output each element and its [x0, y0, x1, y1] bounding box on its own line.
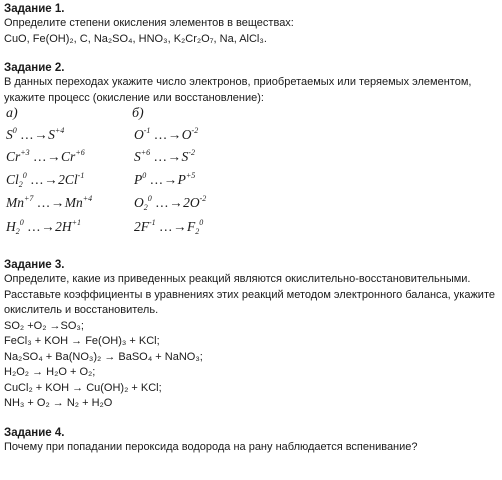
- task4-text: Почему при попадании пероксида водорода на рану наблюдается вспенивание?: [4, 440, 418, 453]
- task3-text-line3: окислитель и восстановитель.: [4, 304, 159, 316]
- document: [4, 2, 498, 455]
- task2-text-line2: укажите процесс (окисление или восстановление):: [4, 91, 264, 104]
- reaction-1: SO₂ +O₂ →SO₃;: [4, 319, 84, 332]
- reaction-3: Na₂SO₄ + Ba(NO₃)₂ → BaSO₄ + NaNO₃;: [4, 350, 203, 363]
- transition-b1: $O^{-1}$ $\dots\to O^{-2}$: [134, 126, 199, 142]
- transition-b3: $P^0$ $\dots\to P^{+5}$: [134, 171, 196, 187]
- task3-text-line2: Расставьте коэффициенты в уравнениях этих реакций методом электронного баланса, укажите: [4, 288, 495, 301]
- reaction-4: H₂O₂ → H₂O + O₂;: [4, 366, 96, 378]
- task2-text-line1: В данных переходах укажите число электронов, приобретаемых или теряемых элементом,: [4, 76, 472, 88]
- task1-substances: CuO, Fe(OH)₂, C, Na₂SO₄, HNO₃, K₂Cr₂O₇, Na, AlCl₃.: [4, 32, 267, 45]
- transition-b5: $2F^{-1}$ $\dots\to F_2^0$: [134, 218, 204, 236]
- transition-a4: $Mn^{+7}$ $\dots\to Mn^{+4}$: [6, 194, 93, 210]
- task3-title: Задание 3.: [4, 259, 65, 271]
- task1-title: Задание 1.: [4, 3, 65, 15]
- task2-title: Задание 2.: [4, 62, 65, 74]
- column-b-label: б): [132, 106, 144, 121]
- column-a-label: а): [6, 106, 18, 121]
- task3-text-line1: Определите, какие из приведенных реакций являются окислительно-восстановительными.: [4, 273, 471, 285]
- task1-text: Определите степени окисления элементов в веществах:: [4, 17, 294, 29]
- transition-b2: $S^{+6}$ $\dots\to S^{-2}$: [134, 148, 195, 164]
- task2-formulas: [4, 106, 498, 244]
- transition-a1: $S^0$ $\dots\to S^{+4}$: [6, 126, 65, 142]
- transition-a2: $Cr^{+3}$ $\dots\to Cr^{+6}$: [6, 148, 85, 164]
- reaction-5: CuCl₂ + KOH → Cu(OH)₂ + KCl;: [4, 381, 162, 394]
- transition-a5: $H_2^0$ $\dots\to 2H^{+1}$: [6, 218, 82, 236]
- task4-title: Задание 4.: [4, 426, 65, 439]
- transition-b4: $O_2^0$ $\dots\to 2O^{-2}$: [134, 194, 207, 212]
- reaction-6: NH₃ + O₂ → N₂ + H₂O: [4, 397, 113, 409]
- transition-a3: $Cl_2^0$ $\dots\to 2Cl^{-1}$: [6, 171, 85, 189]
- reaction-2: FeCl₃ + KOH → Fe(OH)₃ + KCl;: [4, 335, 160, 347]
